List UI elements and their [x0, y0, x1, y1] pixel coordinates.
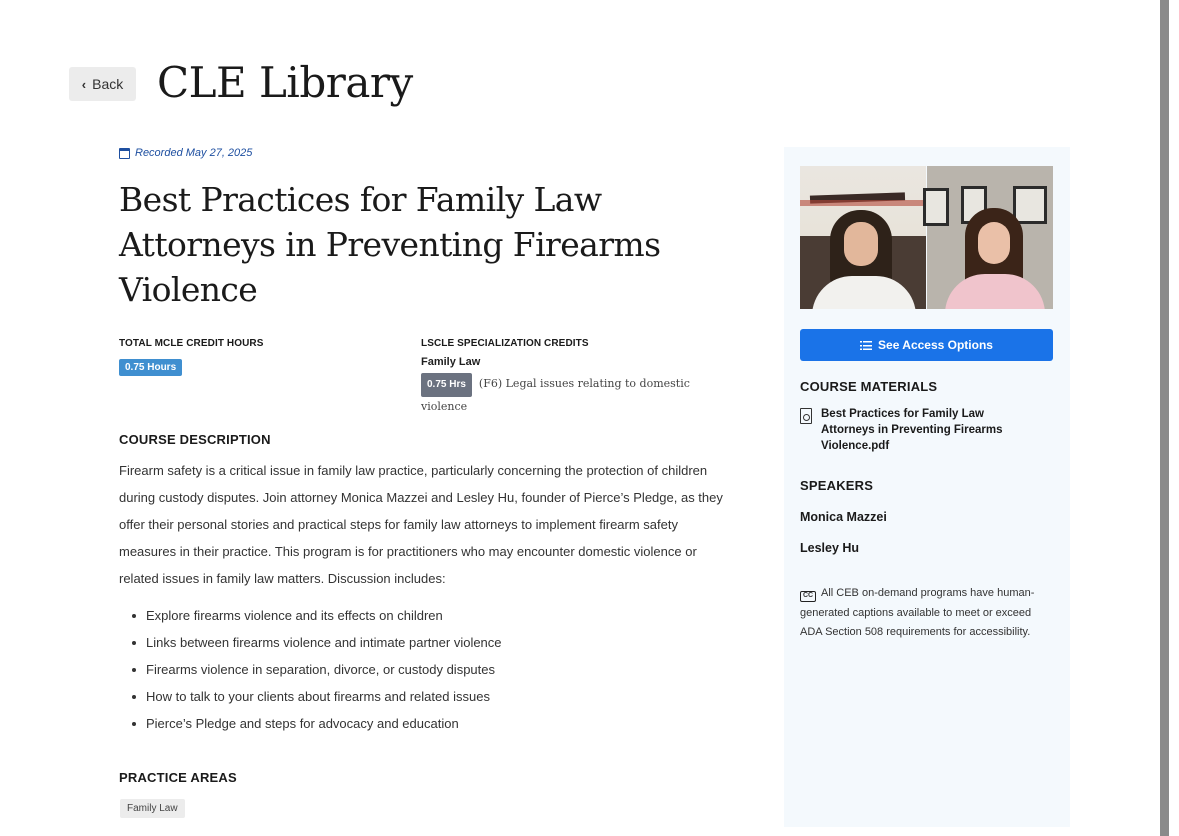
- back-button[interactable]: [69, 67, 136, 101]
- lscle-hours-badge: 0.75 Hrs: [421, 373, 472, 397]
- course-title: Best Practices for Family Law Attorneys in Preventing Firearms Violence: [119, 180, 661, 309]
- back-label: Back: [92, 76, 124, 92]
- list-item: How to talk to your clients about firearms and related issues: [146, 683, 502, 710]
- video-thumbnail[interactable]: [800, 166, 1053, 309]
- description-bullet-list: [146, 602, 502, 737]
- mcle-credits: [119, 338, 264, 376]
- lscle-credits: [421, 338, 721, 417]
- captions-note-text: All CEB on-demand programs have human-generated captions available to meet or exceed ADA Section 508 requirements for accessibility.: [800, 587, 1035, 638]
- course-description-heading: COURSE DESCRIPTION: [119, 432, 271, 447]
- list-item: Pierce’s Pledge and steps for advocacy and education: [146, 710, 502, 737]
- recorded-date: [119, 147, 252, 159]
- list-icon: [860, 341, 872, 350]
- lscle-detail-row: [421, 373, 721, 417]
- pdf-file-icon: [800, 408, 812, 424]
- speaker-name: Lesley Hu: [800, 541, 860, 555]
- speaker-name: Monica Mazzei: [800, 510, 887, 524]
- lscle-area: Family Law: [421, 356, 481, 368]
- practice-areas-heading: PRACTICE AREAS: [119, 770, 237, 785]
- see-access-options-button[interactable]: [800, 329, 1053, 361]
- mcle-label: TOTAL MCLE CREDIT HOURS: [119, 338, 264, 349]
- scrollbar-thumb[interactable]: [1160, 0, 1169, 836]
- list-item: Firearms violence in separation, divorce, or custody disputes: [146, 656, 502, 683]
- speaker-video-pane-2: [927, 166, 1053, 309]
- chevron-left-icon: ‹: [81, 76, 87, 92]
- course-sidebar: [784, 147, 1070, 827]
- mcle-hours-badge: 0.75 Hours: [119, 359, 182, 376]
- speakers-heading: SPEAKERS: [800, 478, 874, 493]
- course-material-name: Best Practices for Family Law Attorneys in Preventing Firearms Violence.pdf: [821, 408, 1003, 452]
- speaker-video-pane-1: [800, 166, 926, 309]
- course-material-link[interactable]: [800, 406, 1031, 454]
- list-item: Explore firearms violence and its effects on children: [146, 602, 502, 629]
- course-description-text: Firearm safety is a critical issue in family law practice, particularly concerning the protection of children during custody disputes. Join attorney Monica Mazzei and Lesley Hu, founder of Pierce’s Pledge, as they offer their personal stories and practical steps for family law attorneys to implement firearm safety measures in their practice. This program is for practitioners who may encounter domestic violence or related issues in family law matters. Discussion includes:: [119, 463, 723, 586]
- closed-captions-icon: CC: [800, 591, 816, 602]
- captions-note: [800, 584, 1054, 643]
- lscle-label: LSCLE SPECIALIZATION CREDITS: [421, 338, 589, 349]
- calendar-icon: [119, 148, 130, 159]
- course-materials-heading: COURSE MATERIALS: [800, 379, 938, 394]
- page-title: CLE Library: [157, 58, 413, 107]
- recorded-text: Recorded May 27, 2025: [135, 147, 253, 159]
- access-button-label: See Access Options: [878, 338, 993, 352]
- practice-area-tag[interactable]: Family Law: [120, 799, 185, 818]
- list-item: Links between firearms violence and intimate partner violence: [146, 629, 502, 656]
- lscle-detail: (F6) Legal issues relating to domestic violence: [421, 377, 690, 413]
